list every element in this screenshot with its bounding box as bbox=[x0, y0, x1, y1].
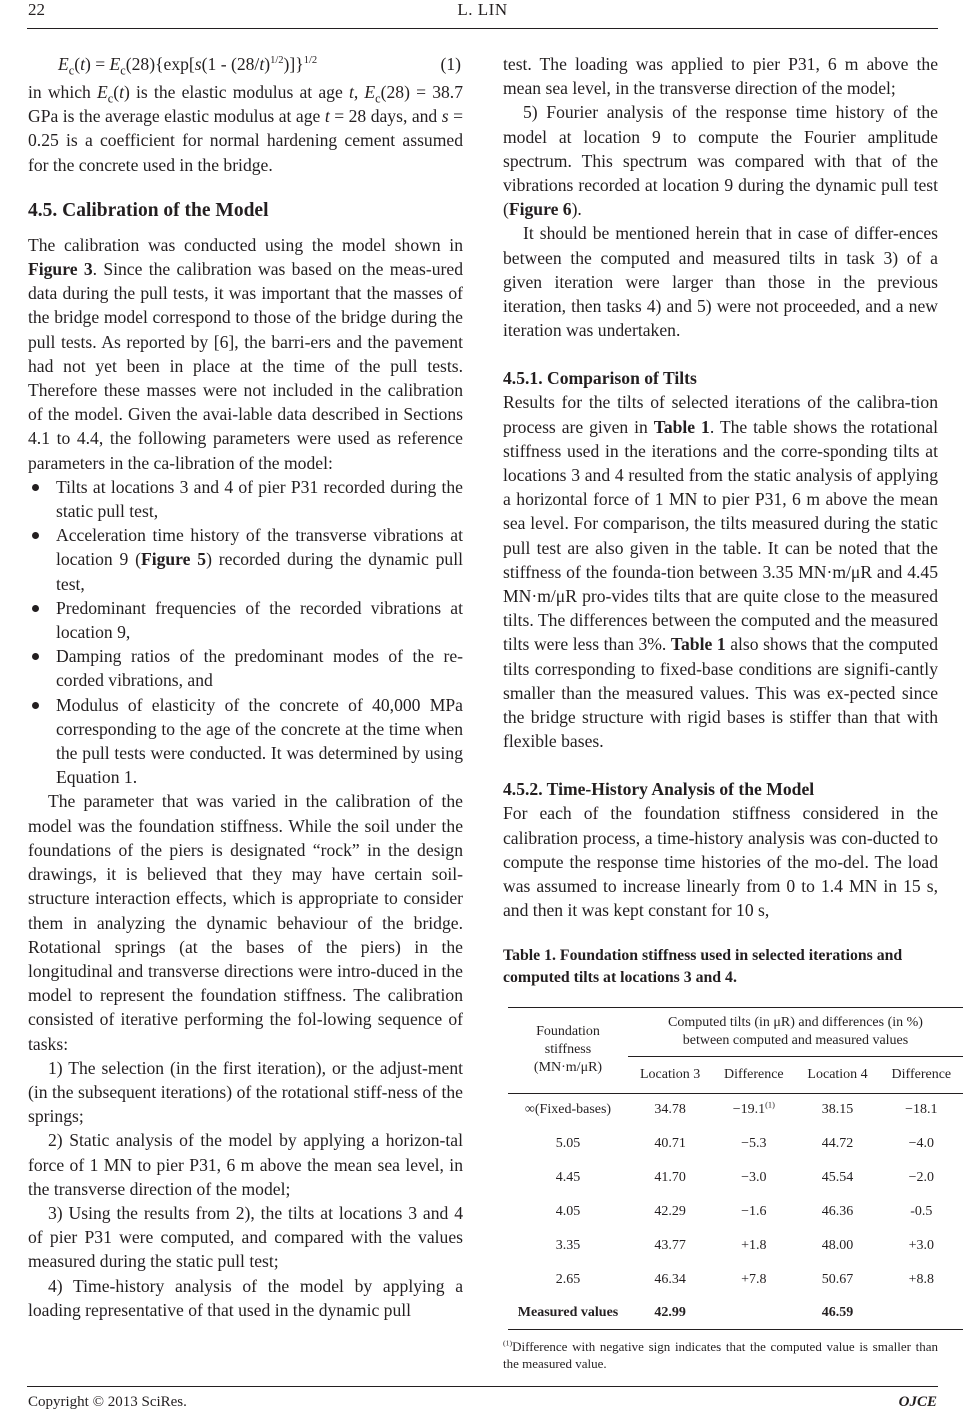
paragraph: in which $E_c(t)$ is the elastic modulus at age t, $E_c(28) = 38.7$ GPa is the average elastic modulus at age t = 28 days, and s = 0.25 is a coefficient for normal hardening cement assumed for the concrete used in the bridge. bbox=[28, 82, 464, 175]
paragraph: It should be mentioned herein that in case of differ-ences between the computed and measured tilts in task 3) of a given iteration were larger than those in the previous iteration, then tasks 4) and 5) were not proceeded, and a new iteration was undertaken. bbox=[503, 223, 938, 341]
list-item: Damping ratios of the predominant modes of the re-corded vibrations, and bbox=[28, 644, 463, 692]
running-header: L. LIN bbox=[457, 0, 508, 19]
paragraph: The calibration was conducted using the model shown in Figure 3. Since the calibration was based on the meas-ured data during the pull tests, it was important that the masses of the bridge model correspond to those of the bridge during the pull tests. As reported by [6], the barri-ers and the pavement had not yet been in place at the time of the pull tests. Therefore these masses were not included in the calibration of the model. Given the avai-lable data described in Sections 4.1 to 4.4, the following parameters were used as reference parameters in the ca-libration of the model: bbox=[28, 234, 463, 473]
right-column bbox=[503, 52, 952, 1372]
table-row-measured: Measured values 42.99 46.59 bbox=[508, 1297, 963, 1329]
bullet-icon bbox=[32, 653, 39, 660]
equation-1 bbox=[28, 52, 463, 76]
table-subheader: Location 3 bbox=[639, 1066, 701, 1082]
paragraph: For each of the foundation stiffness considered in the calibration process, a time-history analysis was con-ducted to compute the response time histories of the mo-del. The load was assumed to increase linearly from 0 to 1.4 MN in 15 s, and then it was kept constant for 10 s, bbox=[503, 803, 938, 921]
bullet-icon bbox=[32, 605, 39, 612]
paragraph: The parameter that was varied in the calibration of the model was the foundation stiffness. While the soil under the foundations of the piers is designated “rock” in the design drawings, it is believed that they may have certain soil-structure interaction effects, which is appropriate to consider them in analyzing the dynamic behaviour of the bridge. Rotational springs (at the bases of the piers) in the longitudinal and transverse directions were intro-duced in the model to represent the foundation stiffness. The calibration consisted of iterative performing the fol-lowing sequence of tasks: bbox=[28, 791, 463, 1054]
copyright: Copyright © 2013 SciRes. bbox=[28, 1394, 187, 1410]
table-row: 5.05 40.71 −5.3 44.72 −4.0 bbox=[555, 1136, 935, 1151]
table-subheader: Difference bbox=[724, 1066, 784, 1082]
bullet-icon bbox=[32, 484, 39, 491]
paragraph: Results for the tilts of selected iterations of the calibra-tion process are given in Table 1. The table shows the rotational stiffness used in the iterations and the corre-sponding tilts at locations 3 and 4 resulted from the static analysis of applying a horizontal force of 1 MN to pier P31, 6 m above the mean sea level. For comparison, the tilts measured during the static pull test are also given in the table. It can be noted that the stiffness of the founda-tion between 3.35 MN·m/μR and 4.45 MN·m/μR pro-vides tilts that are quite close to the measured tilts. The differences between the computed and the measured tilts were less than 3%. Table 1 also shows that the computed tilts corresponding to fixed-base conditions are signifi-cantly smaller than the measured values. This was ex-pected since the bridge structure with rigid bases is stiffer than that with flexible bases. bbox=[503, 392, 938, 752]
task-step: 3) Using the results from 2), the tilts at locations 3 and 4 of pier P31 were computed, and compared with the values measured during the static pull test; bbox=[28, 1202, 463, 1272]
table-header-group: Computed tilts (in μR) and differences (in %) between computed and measured values bbox=[628, 1007, 963, 1056]
table-caption: Table 1. Foundation stiffness used in selected iterations and computed tilts at locations 3 and 4. bbox=[503, 946, 903, 986]
bullet-icon bbox=[32, 532, 39, 539]
footer-rule bbox=[27, 1386, 938, 1387]
subsection-heading: 4.5.1. Comparison of Tilts bbox=[503, 368, 697, 389]
journal-name: OJCE bbox=[898, 1394, 937, 1410]
parameter-list bbox=[28, 475, 463, 790]
table-footnote: $^{(1)}$Difference with negative sign indicates that the computed value is smaller than the measured value. bbox=[503, 1338, 938, 1371]
list-item: Modulus of elasticity of the concrete of 40,000 MPa corresponding to the age of the concrete at the time when the pull tests were conducted. It was determined by using Equation 1. bbox=[28, 693, 463, 790]
left-column bbox=[28, 52, 463, 1322]
bullet-icon bbox=[32, 702, 39, 709]
section-heading: 4.5. Calibration of the Model bbox=[28, 199, 269, 221]
table-row: 3.35 43.77 +1.8 48.00 +3.0 bbox=[555, 1238, 935, 1253]
list-item: Tilts at locations 3 and 4 of pier P31 recorded during the static pull test, bbox=[28, 475, 463, 523]
task-step: 4) Time-history analysis of the model by applying a loading representative of that used in the dynamic pull bbox=[28, 1275, 463, 1320]
equation-number: (1) bbox=[440, 54, 461, 74]
table-subheader: Location 4 bbox=[807, 1066, 868, 1082]
task-step: 5) Fourier analysis of the response time history of the model at location 9 to compute the Fourier amplitude spectrum. This spectrum was compared with that of the vibrations recorded at location 9 during the dynamic pull test (Figure 6). bbox=[503, 102, 938, 220]
table-row: 4.45 41.70 −3.0 45.54 −2.0 bbox=[555, 1170, 935, 1185]
task-step: 2) Static analysis of the model by applying a horizon-tal force of 1 MN to pier P31, 6 m above the mean sea level, in the transverse direction of the model; bbox=[28, 1130, 463, 1199]
table-row: 2.65 46.34 +7.8 50.67 +8.8 bbox=[555, 1272, 935, 1287]
results-table bbox=[508, 1007, 963, 1330]
list-item: Predominant frequencies of the recorded vibrations at location 9, bbox=[28, 596, 463, 644]
task-step: test. The loading was applied to pier P31, 6 m above the mean sea level, in the transverse direction of the model; bbox=[503, 54, 938, 99]
table-header-stiffness: Foundation stiffness (MN·m/μR) bbox=[533, 1024, 603, 1075]
table-row: ∞(Fixed-bases) 34.78 $-19.1^{(1)}$ 38.15 −18.1 bbox=[524, 1100, 938, 1118]
list-item: Acceleration time history of the transverse vibrations at location 9 (Figure 5) recorded during the dynamic pull test, bbox=[28, 523, 463, 596]
task-step: 1) The selection (in the first iteration), or the adjust-ment (in the subsequent iterations) of the rotational stiff-ness of the springs; bbox=[28, 1057, 463, 1127]
header-rule bbox=[27, 28, 938, 29]
subsection-heading: 4.5.2. Time-History Analysis of the Model bbox=[503, 779, 815, 800]
page-number: 22 bbox=[28, 0, 45, 19]
table-subheader: Difference bbox=[891, 1066, 952, 1082]
table-row: 4.05 42.29 −1.6 46.36 -0.5 bbox=[555, 1204, 933, 1219]
equation-expression: $E_c(t) = E_c(28)\{\exp[s(1 - (28/t)^{1/2})]\}^{1/2}$ bbox=[58, 54, 318, 78]
